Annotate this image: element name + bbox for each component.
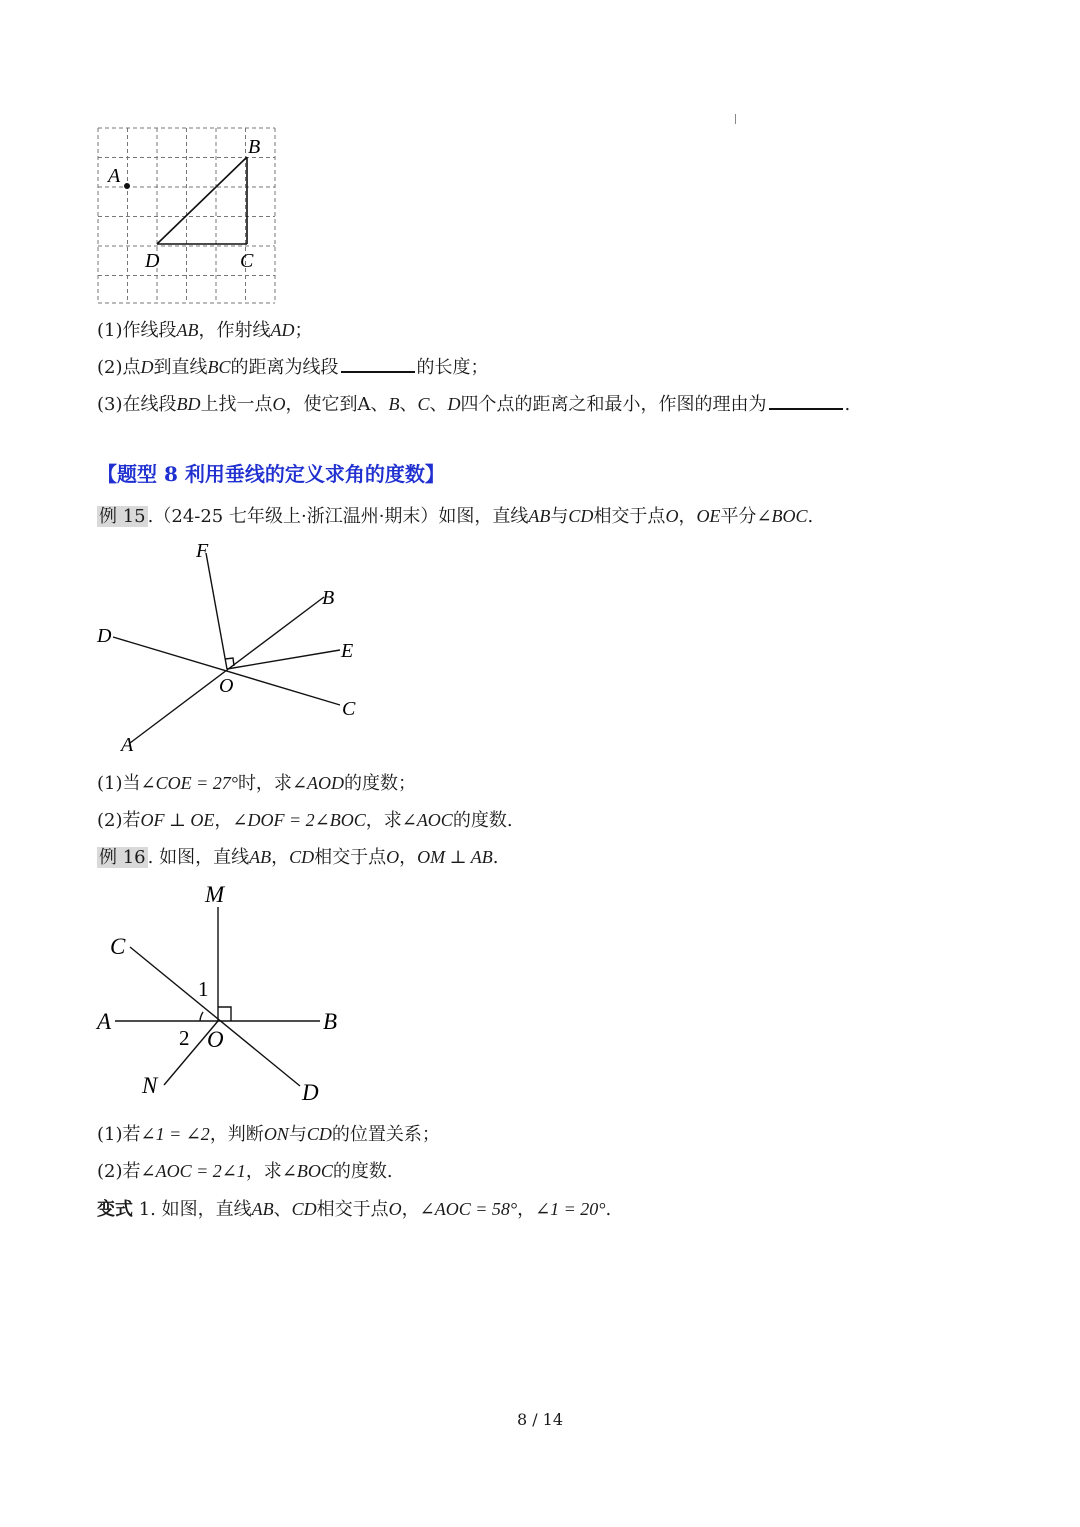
label-b: B bbox=[248, 136, 261, 158]
label-c: C bbox=[240, 250, 254, 272]
prev-question-part-1: (1)作线段AB，作射线AD； bbox=[97, 320, 313, 341]
label-b: B bbox=[323, 1009, 338, 1034]
label-a: A bbox=[108, 165, 121, 187]
page-number: 8 / 14 bbox=[516, 1410, 564, 1429]
example-15-label: 例 15 bbox=[99, 506, 146, 527]
label-d: D bbox=[302, 1080, 319, 1105]
line-cd bbox=[130, 947, 300, 1086]
angle-2-label: 2 bbox=[179, 1026, 190, 1050]
label-d: D bbox=[97, 625, 112, 647]
line-ab bbox=[130, 597, 324, 743]
ray-of bbox=[206, 553, 227, 669]
right-angle-mark bbox=[218, 1007, 231, 1021]
label-c: C bbox=[342, 698, 356, 720]
answer-blank[interactable] bbox=[341, 355, 415, 373]
label-n: N bbox=[142, 1073, 158, 1098]
variant-label: 变式 bbox=[97, 1199, 133, 1220]
segment-db bbox=[157, 157, 247, 244]
label-f: F bbox=[196, 540, 209, 562]
figure-example-15 bbox=[90, 535, 380, 760]
margin-mark bbox=[735, 114, 736, 124]
angle-1-label: 1 bbox=[198, 977, 209, 1001]
ray-oe bbox=[227, 650, 340, 669]
label-m: M bbox=[205, 882, 225, 907]
label-a: A bbox=[97, 1009, 112, 1034]
label-b: B bbox=[322, 587, 335, 609]
answer-blank[interactable] bbox=[769, 392, 843, 410]
label-d: D bbox=[145, 250, 160, 272]
point-a bbox=[124, 183, 130, 189]
grid-triangle-figure bbox=[90, 122, 290, 312]
example-16-question-2: (2)若∠AOC = 2∠1，求∠BOC的度数. bbox=[97, 1161, 393, 1182]
example-15-question-2: (2)若OF ⊥ OE，∠DOF = 2∠BOC，求∠AOC的度数. bbox=[97, 810, 513, 831]
angle-2-arc bbox=[200, 1012, 203, 1021]
label-c: C bbox=[110, 934, 126, 959]
example-16-stem: 例 16 . 如图，直线AB，CD相交于点O，OM ⊥ AB. bbox=[99, 847, 499, 868]
label-e: E bbox=[341, 640, 354, 662]
prev-question-part-3: (3)在线段BD上找一点O，使它到A、B、C、D四个点的距离之和最小，作图的理由为 . bbox=[97, 394, 851, 415]
example-15-stem: 例 15 .（24-25 七年级上·浙江温州·期末）如图，直线AB与CD相交于点O，OE平分∠BOC. bbox=[99, 506, 814, 527]
label-o: O bbox=[207, 1027, 224, 1052]
label-a: A bbox=[121, 734, 134, 756]
prev-question-part-2: (2)点D到直线BC的距离为线段 的长度； bbox=[97, 357, 489, 378]
variant-1-stem: 变式 1. 如图，直线AB、CD相交于点O，∠AOC = 58°，∠1 = 20°. bbox=[97, 1199, 612, 1220]
example-15-question-1: (1)当∠COE = 27°时，求∠AOD的度数； bbox=[97, 773, 417, 794]
figure-example-16 bbox=[90, 875, 360, 1110]
example-16-question-1: (1)若∠1 = ∠2，判断ON与CD的位置关系； bbox=[97, 1124, 440, 1145]
section-heading: 【题型 8 利用垂线的定义求角的度数】 bbox=[97, 462, 445, 486]
example-16-label: 例 16 bbox=[99, 847, 146, 868]
label-o: O bbox=[219, 675, 234, 697]
